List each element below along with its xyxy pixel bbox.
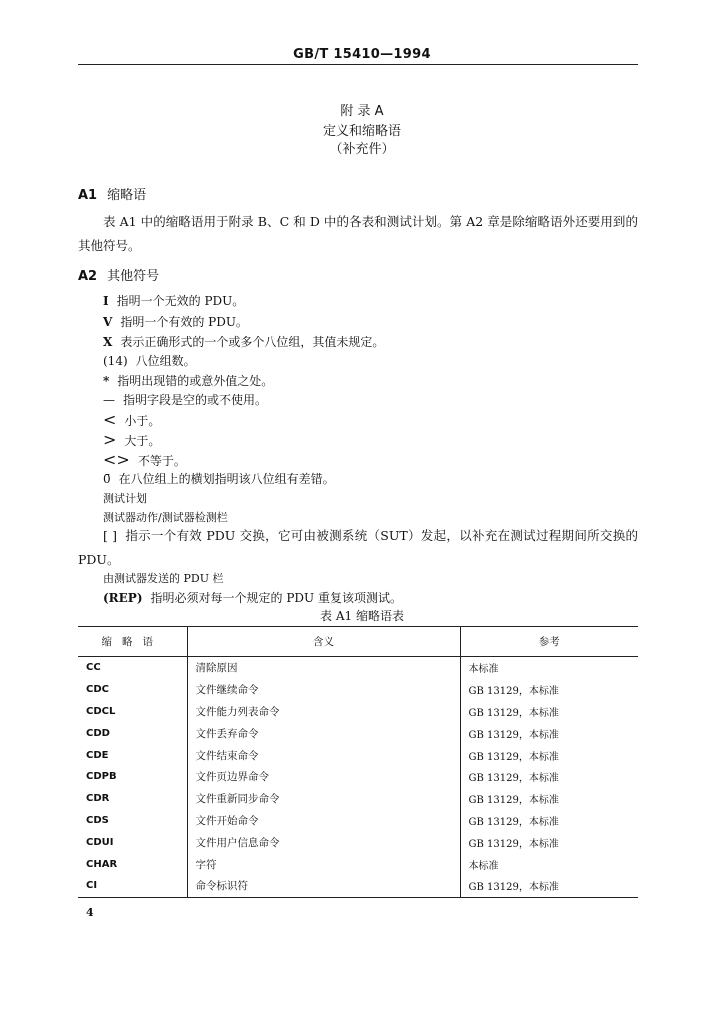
symbol-text: 大于。 xyxy=(124,434,161,448)
header-rule xyxy=(78,64,638,65)
reference-cell: GB 13129，本标准 xyxy=(460,766,638,788)
symbol-item xyxy=(103,372,273,389)
symbol: (REP) xyxy=(103,591,143,605)
bracket-text: 指示一个有效 PDU 交换，它可由被测系统（SUT）发起，以补充在测试过程期间所交换的 PDU。 xyxy=(78,528,638,567)
table-row xyxy=(78,722,638,744)
symbol-item xyxy=(103,313,248,330)
symbol-text: 指明必须对每一个规定的 PDU 重复该项测试。 xyxy=(150,591,402,605)
abbr-cell: CDD xyxy=(86,727,110,739)
meaning-cell: 文件用户信息命令 xyxy=(187,831,460,853)
symbol-item xyxy=(103,470,335,487)
symbol-item xyxy=(103,352,196,369)
symbol-item xyxy=(103,391,267,408)
abbr-cell: CHAR xyxy=(86,858,118,870)
symbol-item xyxy=(103,450,186,469)
table-row xyxy=(78,679,638,701)
symbol: X xyxy=(103,335,113,349)
symbol: (14) xyxy=(103,354,128,368)
abbr-cell: CDCL xyxy=(86,705,116,717)
meaning-cell: 文件能力列表命令 xyxy=(187,701,460,723)
rep-item xyxy=(103,589,402,606)
table-row xyxy=(78,766,638,788)
reference-cell: 本标准 xyxy=(460,657,638,679)
page-number: 4 xyxy=(86,906,94,919)
table-row xyxy=(78,744,638,766)
symbol: > xyxy=(103,430,117,449)
meaning-cell: 文件开始命令 xyxy=(187,810,460,832)
bracket-paragraph xyxy=(78,524,638,572)
meaning-cell: 文件继续命令 xyxy=(187,679,460,701)
symbol: < xyxy=(103,410,117,429)
section-title: 缩略语 xyxy=(107,188,147,203)
symbol-text: 指明字段是空的或不使用。 xyxy=(123,393,268,407)
section-title: 其他符号 xyxy=(107,269,160,284)
pdu-column-label: 由测试器发送的 PDU 栏 xyxy=(103,572,224,585)
abbr-cell: CDR xyxy=(86,793,110,805)
bracket-symbol: [ ] xyxy=(103,528,118,543)
reference-cell: GB 13129，本标准 xyxy=(460,744,638,766)
symbol-text: 指明一个无效的 PDU。 xyxy=(116,294,245,308)
column-header: 含义 xyxy=(187,627,460,657)
annex-title: 附 录 A xyxy=(340,104,384,119)
meaning-cell: 文件重新同步命令 xyxy=(187,788,460,810)
abbr-cell: CC xyxy=(86,662,101,674)
section-number: A1 xyxy=(78,188,98,203)
column-header: 缩略语 xyxy=(78,627,187,657)
test-plan-label: 测试计划 xyxy=(103,492,147,505)
tester-action-label: 测试器动作/测试器检测栏 xyxy=(103,511,228,524)
abbr-cell: CI xyxy=(78,875,187,897)
abbr-cell: CDC xyxy=(86,684,109,696)
meaning-cell: 字符 xyxy=(187,853,460,875)
symbol: — xyxy=(103,393,115,407)
section-a1-heading xyxy=(78,184,146,203)
paragraph-a1: 表 A1 中的缩略语用于附录 B、C 和 D 中的各表和测试计划。第 A2 章是除缩略语外还要用到的其他符号。 xyxy=(78,214,638,253)
meaning-cell: 文件页边界命令 xyxy=(187,766,460,788)
abbr-cell: CDS xyxy=(86,814,109,826)
symbol-text: 表示正确形式的一个或多个八位组，其值未规定。 xyxy=(120,335,385,349)
page-header: GB/T 15410—1994 xyxy=(293,47,431,62)
table-caption: 表 A1 缩略语表 xyxy=(320,609,404,623)
abbr-cell: CDE xyxy=(86,749,109,761)
reference-cell: GB 13129，本标准 xyxy=(460,788,638,810)
abbreviation-table xyxy=(78,626,638,898)
table-row xyxy=(78,788,638,810)
symbol-text: 不等于。 xyxy=(137,454,186,468)
meaning-cell: 文件丢弃命令 xyxy=(187,722,460,744)
symbol-text: 指明出现错的或意外值之处。 xyxy=(117,374,274,388)
section-a2-heading xyxy=(78,265,159,284)
column-header: 参考 xyxy=(460,627,638,657)
table-row xyxy=(78,831,638,853)
table-row xyxy=(78,657,638,679)
symbol-item xyxy=(103,410,160,429)
reference-cell: GB 13129，本标准 xyxy=(460,701,638,723)
table-row xyxy=(78,701,638,723)
annex-subtitle: 定义和缩略语 xyxy=(322,124,401,139)
abbr-cell: CDUI xyxy=(86,836,114,848)
meaning-cell: 清除原因 xyxy=(187,657,460,679)
symbol-item xyxy=(103,333,384,350)
symbol: * xyxy=(103,374,110,388)
section-number: A2 xyxy=(78,269,98,284)
symbol: <> xyxy=(103,450,130,469)
annex-note: （补充件） xyxy=(329,142,395,157)
meaning-cell: 命令标识符 xyxy=(187,875,460,897)
symbol: V xyxy=(103,315,113,329)
table-row xyxy=(78,810,638,832)
symbol-text: 指明一个有效的 PDU。 xyxy=(120,315,248,329)
table-row xyxy=(78,875,638,897)
symbol-text: 八位组数。 xyxy=(135,354,196,368)
reference-cell: 本标准 xyxy=(460,853,638,875)
table-row xyxy=(78,853,638,875)
reference-cell: GB 13129，本标准 xyxy=(460,679,638,701)
meaning-cell: 文件结束命令 xyxy=(187,744,460,766)
symbol-item xyxy=(103,292,244,309)
abbr-cell: CDPB xyxy=(86,771,117,783)
reference-cell: GB 13129，本标准 xyxy=(460,810,638,832)
reference-cell: GB 13129，本标准 xyxy=(460,875,638,897)
symbol-text: 在八位组上的横划指明该八位组有差错。 xyxy=(118,472,335,486)
symbol: I xyxy=(103,294,109,308)
reference-cell: GB 13129，本标准 xyxy=(460,831,638,853)
symbol-item xyxy=(103,430,160,449)
symbol-text: 小于。 xyxy=(124,414,161,428)
symbol: 0̄ xyxy=(103,472,111,486)
reference-cell: GB 13129，本标准 xyxy=(460,722,638,744)
